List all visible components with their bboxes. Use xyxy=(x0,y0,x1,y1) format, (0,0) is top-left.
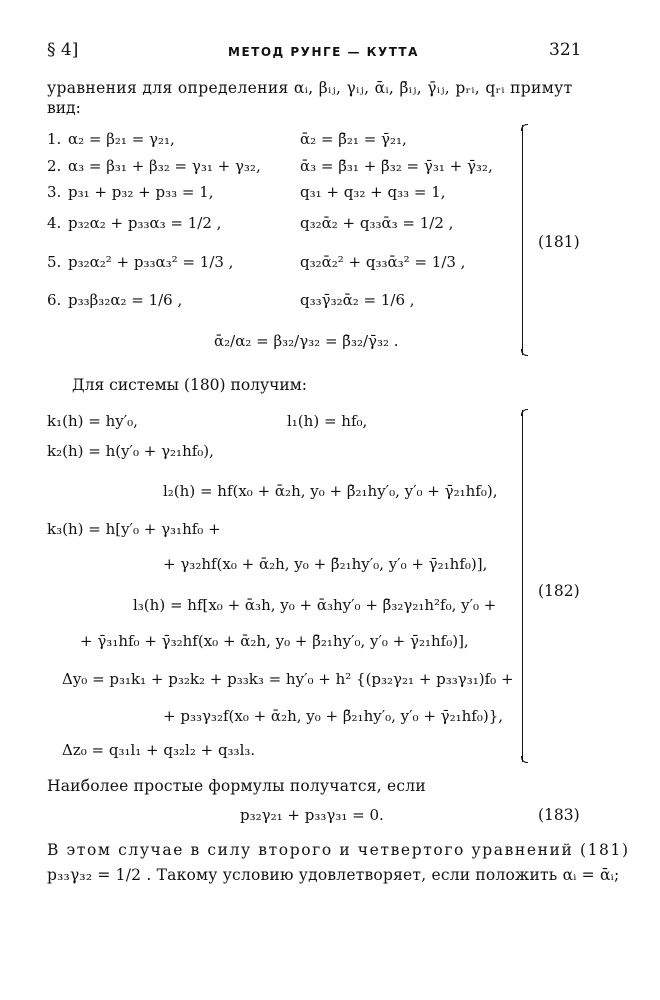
row-5-left: p₃₂α₂² + p₃₃α₃² = 1/3 , xyxy=(68,253,234,271)
row-6-number: 6. xyxy=(47,291,62,309)
k1-equation: k₁(h) = hy′₀, xyxy=(47,412,138,430)
paragraph-system-180: Для системы (180) получим: xyxy=(72,376,308,394)
page-number: 321 xyxy=(549,40,582,60)
delta-z-equation: Δz₀ = q₃₁l₁ + q₃₂l₂ + q₃₃l₃. xyxy=(62,741,256,759)
equation-number-182: (182) xyxy=(538,582,580,600)
final-line-2: p₃₃γ₃₂ = 1/2 . Такому условию удовлетворяет, если положить αᵢ = ᾱᵢ; xyxy=(47,866,620,884)
row-3-number: 3. xyxy=(47,183,62,201)
row-5-number: 5. xyxy=(47,253,62,271)
equation-183: p₃₂γ₂₁ + p₃₃γ₃₁ = 0. xyxy=(240,806,384,824)
row-6-left: p₃₃β₃₂α₂ = 1/6 , xyxy=(68,291,183,309)
l2-equation: l₂(h) = hf(x₀ + ᾱ₂h, y₀ + β̄₂₁hy′₀, y′₀ + γ̄₂₁hf₀), xyxy=(163,482,498,500)
l3-equation-line-1: l₃(h) = hf[x₀ + ᾱ₃h, y₀ + ᾱ₃hy′₀ + β̄₃₂γ₂₁h²f₀, y′₀ + xyxy=(133,596,497,614)
equation-number-181: (181) xyxy=(538,233,580,251)
delta-y-equation-line-2: + p₃₃γ₃₂f(x₀ + ᾱ₂h, y₀ + β̄₂₁hy′₀, y′₀ + γ̄₂₁hf₀)}, xyxy=(163,707,504,725)
row-1-left: α₂ = β₂₁ = γ₂₁, xyxy=(68,130,175,148)
paragraph-simple-formulas: Наиболее простые формулы получатся, если xyxy=(47,777,426,795)
k2-equation: k₂(h) = h(y′₀ + γ₂₁hf₀), xyxy=(47,442,214,460)
intro-line-2: вид: xyxy=(47,99,81,117)
row-6-right: q₃₃γ̄₃₂ᾱ₂ = 1/6 , xyxy=(300,291,415,309)
row-2-right: ᾱ₃ = β̄₃₁ + β̄₃₂ = γ̄₃₁ + γ̄₃₂, xyxy=(300,157,493,175)
l1-equation: l₁(h) = hf₀, xyxy=(287,412,368,430)
row-1-number: 1. xyxy=(47,130,62,148)
ratio-equation: ᾱ₂/α₂ = β₃₂/γ₃₂ = β̄₃₂/γ̄₃₂ . xyxy=(214,332,399,350)
row-5-right: q₃₂ᾱ₂² + q₃₃ᾱ₃² = 1/3 , xyxy=(300,253,466,271)
running-title: МЕТОД РУНГЕ — КУТТА xyxy=(228,45,419,59)
row-4-right: q₃₂ᾱ₂ + q₃₃ᾱ₃ = 1/2 , xyxy=(300,214,454,232)
final-line-1: В этом случае в силу второго и четвертого уравнений (181) xyxy=(47,841,630,859)
row-2-left: α₃ = β₃₁ + β₃₂ = γ₃₁ + γ₃₂, xyxy=(68,157,261,175)
right-brace-182 xyxy=(517,410,523,762)
k3-equation-line-2: + γ₃₂hf(x₀ + ᾱ₂h, y₀ + β̄₂₁hy′₀, y′₀ + γ̄₂₁hf₀)], xyxy=(163,555,488,573)
row-2-number: 2. xyxy=(47,157,62,175)
row-3-right: q₃₁ + q₃₂ + q₃₃ = 1, xyxy=(300,183,446,201)
l3-equation-line-2: + γ̄₃₁hf₀ + γ̄₃₂hf(x₀ + ᾱ₂h, y₀ + β̄₂₁hy′₀, y′₀ + γ̄₂₁hf₀)], xyxy=(80,632,469,650)
row-1-right: ᾱ₂ = β̄₂₁ = γ̄₂₁, xyxy=(300,130,407,148)
row-4-left: p₃₂α₂ + p₃₃α₃ = 1/2 , xyxy=(68,214,222,232)
equation-number-183: (183) xyxy=(538,806,580,824)
row-3-left: p₃₁ + p₃₂ + p₃₃ = 1, xyxy=(68,183,214,201)
row-4-number: 4. xyxy=(47,214,62,232)
delta-y-equation-line-1: Δy₀ = p₃₁k₁ + p₃₂k₂ + p₃₃k₃ = hy′₀ + h² {(p₃₂γ₂₁ + p₃₃γ₃₁)f₀ + xyxy=(62,670,514,688)
intro-line-1: уравнения для определения αᵢ, βᵢⱼ, γᵢⱼ, ᾱᵢ, β̄ᵢⱼ, γ̄ᵢⱼ, pᵣᵢ, qᵣᵢ примут xyxy=(47,79,573,97)
section-marker: § 4] xyxy=(47,40,79,60)
k3-equation-line-1: k₃(h) = h[y′₀ + γ₃₁hf₀ + xyxy=(47,520,221,538)
right-brace-181 xyxy=(517,125,523,355)
